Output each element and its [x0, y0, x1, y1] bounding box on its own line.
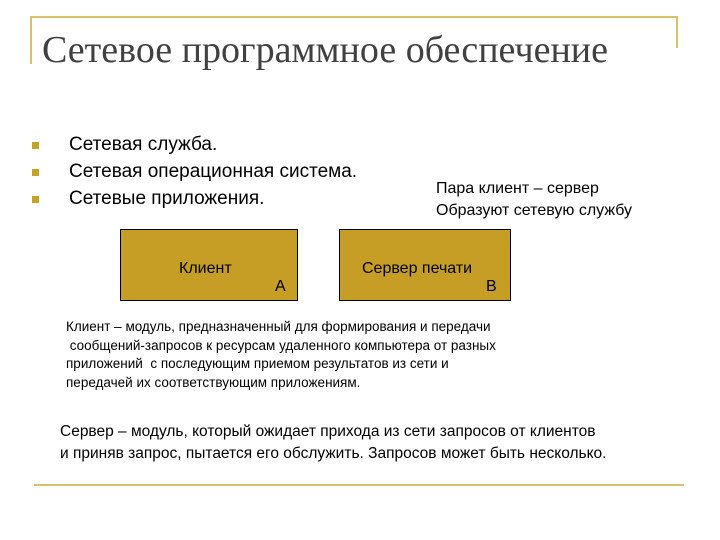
bullet-text: Сетевые приложения.	[69, 188, 265, 209]
right-rule	[676, 16, 678, 48]
client-box-letter: А	[275, 278, 286, 295]
client-description	[66, 318, 496, 392]
bottom-rule	[34, 484, 684, 486]
bullet-item	[32, 134, 357, 161]
client-description-line: сообщений-запросов к ресурсам удаленного компьютера от разных	[66, 337, 496, 353]
bullet-item	[32, 161, 357, 188]
print-server-box	[339, 229, 511, 301]
bullet-text: Сетевая служба.	[69, 134, 218, 155]
pair-note-line: Образуют сетевую службу	[436, 202, 633, 219]
bullet-list	[32, 134, 357, 215]
pair-note-line: Пара клиент – сервер	[436, 180, 599, 197]
server-description-line: Сервер – модуль, который ожидает прихода из сети запросов от клиентов	[60, 423, 596, 440]
square-bullet-icon	[32, 169, 39, 176]
left-rule	[30, 16, 32, 64]
bullet-text: Сетевая операционная система.	[69, 161, 358, 182]
client-description-line: Клиент – модуль, предназначенный для формирования и передачи	[66, 319, 491, 334]
server-box-letter: В	[486, 278, 497, 295]
client-box	[120, 229, 298, 301]
top-rule	[30, 16, 678, 18]
client-description-line: передачей их соответствующим приложениям.	[66, 374, 361, 390]
client-server-pair-note	[436, 178, 632, 222]
square-bullet-icon	[32, 142, 39, 149]
bullet-item	[32, 188, 357, 215]
client-box-label: Клиент	[179, 260, 232, 277]
server-description-line: и приняв запрос, пытается его обслужить. Запросов может быть несколько.	[60, 445, 607, 462]
client-description-line: приложений с последующим приемом результатов из сети и	[66, 356, 449, 371]
server-box-label: Сервер печати	[362, 260, 473, 277]
slide-title: Сетевое программное обеспечение	[42, 29, 608, 71]
server-description	[60, 421, 606, 465]
square-bullet-icon	[32, 196, 39, 203]
